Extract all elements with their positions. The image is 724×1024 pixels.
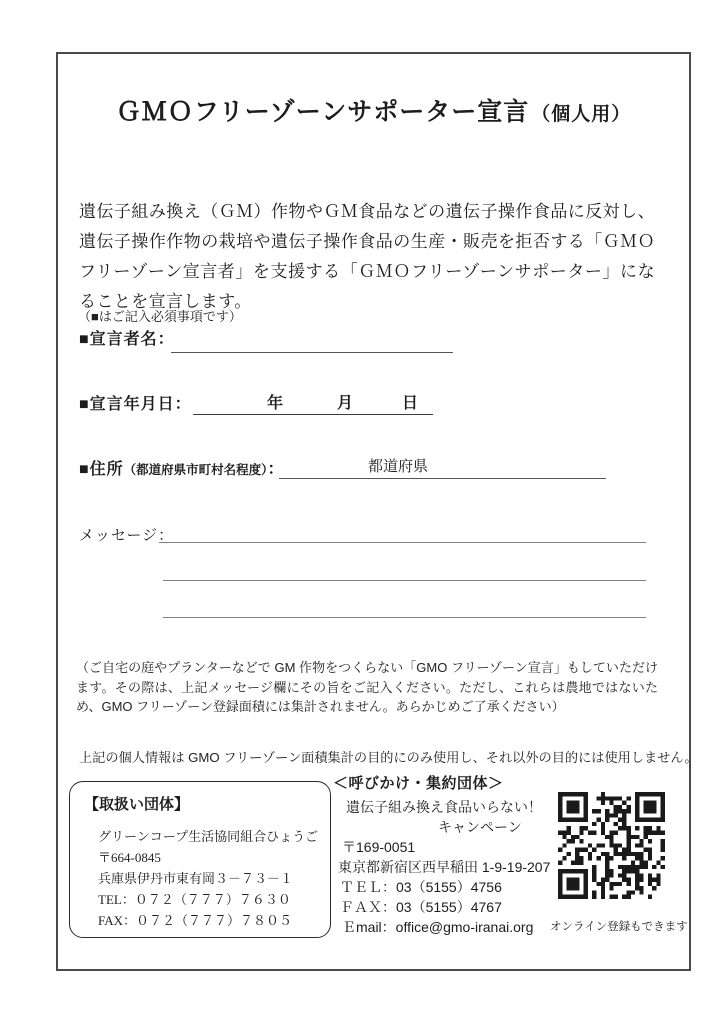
address-label-colon: ： <box>267 461 285 478</box>
message-blank-line-1 <box>159 519 646 543</box>
handling-org-box <box>69 781 331 938</box>
message-blank-line-3 <box>163 594 646 618</box>
campaign-org-fax: ＦＡＸ：03（5155）4767 <box>340 899 502 915</box>
address-blank-line <box>279 454 606 479</box>
campaign-org-name-line1: 遺伝子組み換え食品いらない！ <box>346 799 542 815</box>
declaration-date-blank-line <box>193 390 433 415</box>
page-title <box>58 92 689 128</box>
form-border-frame <box>56 52 698 971</box>
handling-org-address: 兵庫県伊丹市東有岡３－７３－１ <box>98 871 294 886</box>
date-month-unit: 月 <box>337 395 354 412</box>
address-label <box>79 456 284 479</box>
declarant-name-label: ■宣言者名： <box>79 331 175 348</box>
campaign-org-tel: ＴＥＬ：03（5155）4756 <box>340 879 502 895</box>
declarant-name-blank-line <box>171 328 453 353</box>
handling-org-details <box>98 826 318 931</box>
campaign-org-postal: 〒169-0051 <box>342 839 416 855</box>
address-label-main: ■住所 <box>79 461 124 478</box>
qr-code-caption: オンライン登録もできます <box>550 921 688 933</box>
required-fields-note: （■はご記入必須事項です） <box>78 309 242 324</box>
handling-org-tel: TEL：０７２（７７７）７６３０ <box>98 892 291 907</box>
privacy-statement: 上記の個人情報は GMO フリーゾーン面積集計の目的にのみ使用し、それ以外の目的には使用しません。 <box>79 750 698 765</box>
qr-code <box>558 792 665 899</box>
declaration-date-label: ■宣言年月日： <box>79 396 192 413</box>
campaign-org-email: Ｅmail：office@gmo-iranai.org <box>342 919 534 935</box>
address-label-note: （都道府県市町村名程度） <box>123 463 268 477</box>
campaign-org-name-line2: キャンペーン <box>438 819 522 835</box>
intro-paragraph: 遺伝子組み換え（ＧＭ）作物やＧＭ食品などの遺伝子操作食品に反対し、遺伝子操作作物の栽培や遺伝子操作食品の生産・販売を拒否する「ＧＭＯフリーゾーン宣言者」を支援する「ＧＭＯフリーゾーンサポーター」になることを宣言します。 <box>79 202 655 311</box>
campaign-org-address: 東京都新宿区西早稲田 1-9-19-207 <box>338 859 551 875</box>
page-title-sub: （個人用） <box>531 104 632 125</box>
date-year-unit: 年 <box>267 395 284 412</box>
gm-declaration-note: （ご自宅の庭やプランターなどで GM 作物をつくらない「GMO フリーゾーン宣言」もしていただけます。その際は、上記メッセージ欄にその旨をご記入ください。ただし、これらは農地ではないため、GMO フリーゾーン登録面積には集計されません。あらかじめご了承ください） <box>76 660 658 714</box>
date-day-unit: 日 <box>402 395 419 412</box>
message-blank-line-2 <box>163 557 646 581</box>
message-label: メッセージ： <box>79 527 175 544</box>
handling-org-postal: 〒664-0845 <box>98 850 161 865</box>
handling-org-fax: FAX：０７２（７７７）７８０５ <box>98 913 293 928</box>
campaign-org-details <box>338 797 566 937</box>
handling-org-title: 【取扱い団体】 <box>84 796 190 813</box>
page-title-main: ＧＭＯフリーゾーンサポーター宣言 <box>115 98 530 126</box>
handling-org-name: グリーンコープ生活協同組合ひょうご <box>98 829 319 844</box>
campaign-org-heading: ＜呼びかけ・集約団体＞ <box>333 775 504 792</box>
address-prefecture-prefill: 都道府県 <box>368 458 429 475</box>
